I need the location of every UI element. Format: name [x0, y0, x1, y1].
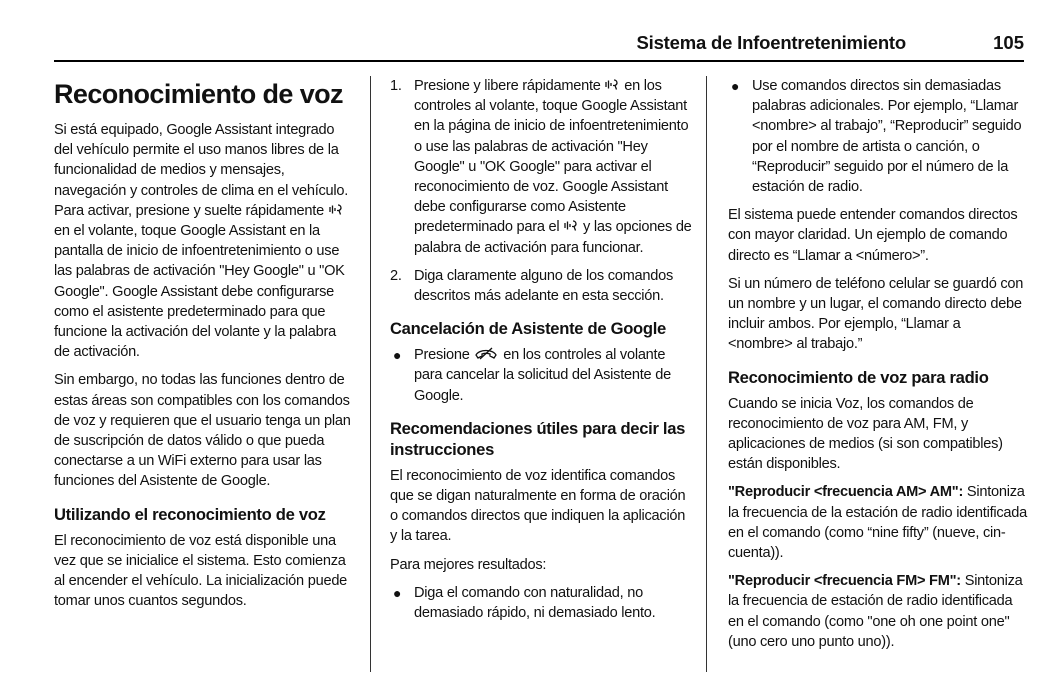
list-item: ● Diga el comando con naturalidad, no demasiado rápido, ni demasiado lento. [393, 584, 656, 622]
voice-mic-icon [605, 77, 619, 92]
command-text: "Reproducir <frecuencia FM> FM": [728, 573, 961, 590]
section-heading: Recomendaciones útiles para decir las instrucciones [390, 418, 686, 459]
voice-mic-icon [329, 202, 343, 217]
column-2 [390, 76, 693, 631]
column-divider [370, 76, 371, 672]
list-item: ● Use comandos directos sin demasiadas palabras adicionales. Por ejemplo, “Llamar <nombre> al trabajo”, “Reproducir” seguido por el nombre de artista o canción, o “Reproducir” seguido por el número de la estación de radio. [731, 78, 1022, 196]
bullet: ● [393, 584, 402, 601]
paragraph: "Reproducir <frecuencia FM> FM": Sintoniza la frecuencia de estación de radio identificada en el comando (como "one oh one point one" (uno cero uno punto uno)). [728, 573, 1023, 650]
section-heading: Utilizando el reconocimiento de voz [54, 504, 326, 524]
page-title: Reconocimiento de voz [54, 79, 343, 109]
list-item: 1. Presione y libere rápidamente en los controles al volante, toque Google Assistant en la página de inicio de infoentretenimiento o use las palabras de activación "Hey Google" u "OK Google" para activar el reconocimiento de voz. Google Assistant debe configurarse como Asistente predeterminado para el y las opciones de palabra de activación para funcionar. [390, 78, 692, 256]
paragraph: Para mejores resultados: [390, 556, 547, 573]
bullet: ● [731, 78, 740, 94]
list-item: ● Presione en los controles al volante para cancelar la solicitud del Asistente de Google. [393, 347, 671, 404]
paragraph: El sistema puede entender comandos directos con mayor claridad. Un ejemplo de comando directo es “Llamar a <número>”. [728, 207, 1018, 264]
paragraph: El reconocimiento de voz está disponible una vez que se inicialice el sistema. Esto comienza al encender el vehículo. La inicialización puede tomar unos cuantos segundos. [54, 532, 348, 610]
voice-mic-icon [564, 218, 578, 233]
command-text: "Reproducir <frecuencia AM> AM": [728, 484, 964, 501]
paragraph: "Reproducir <frecuencia AM> AM": Sintoniza la frecuencia de la estación de radio identificada en el comando (como “nine fifty” (nueve, cin- cuenta)). [728, 484, 1028, 562]
section-heading: Cancelación de Asistente de Google [390, 319, 666, 339]
page-header [54, 30, 1024, 62]
paragraph: El reconocimiento de voz identifica comandos que se digan naturalmente en forma de oración o comandos directos que indiquen la aplicación y la tarea. [390, 467, 686, 545]
column-divider [706, 76, 707, 672]
paragraph: Si un número de teléfono celular se guardó con un nombre y un lugar, el comando directo debe incluir ambos. Por ejemplo, “Llamar a <nombre> al trabajo.” [728, 275, 1024, 353]
column-1 [54, 76, 354, 619]
section-heading: Reconocimiento de voz para radio [728, 367, 989, 387]
page-number: 105 [993, 32, 1024, 53]
column-3 [728, 76, 1028, 660]
list-item: 2. Diga claramente alguno de los comandos descritos más adelante en esta sección. [390, 267, 674, 305]
section-title: Sistema de Infoentretenimiento [636, 32, 906, 53]
end-call-icon [474, 346, 498, 361]
paragraph: Cuando se inicia Voz, los comandos de reconocimiento de voz para AM, FM, y aplicaciones de medios (si son compatibles) están disponibles. [728, 395, 1003, 473]
paragraph: Sin embargo, no todas las funciones dentro de estas áreas son compatibles con los comandos de voz y requieren que el usuario tenga un plan de suscripción de datos válido o que pueda conectarse a un WiFi externo para usar las funciones del Asistente de Google. [54, 372, 351, 490]
bullet: ● [393, 347, 402, 364]
paragraph: Si está equipado, Google Assistant integrado del vehículo permite el uso manos libres de la funcionalidad de medios y mensajes, navegación y controles de clima en el vehículo. Para activar, presione y suelte rápidamente en el volante, toque Google Assistant en la pantalla de inicio de infoentretenimiento o use las palabras de activación "Hey Google" u "OK Google". Google Assistant debe configurarse como el asistente predeterminado para que funcione la activación del volante y la palabra de activación. [54, 122, 349, 361]
